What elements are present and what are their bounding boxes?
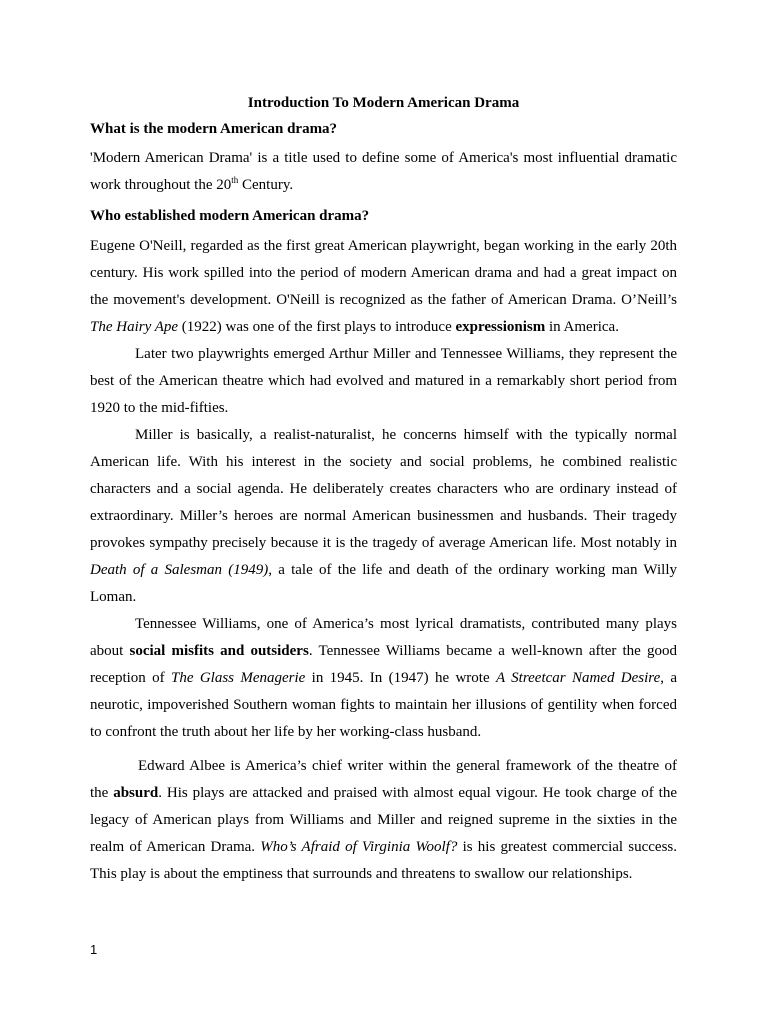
heading-what-is: What is the modern American drama? xyxy=(90,121,338,137)
document-body xyxy=(90,93,677,888)
williams-text-3: in 1945. In (1947) he wrote xyxy=(305,670,496,686)
play-title-streetcar: A Streetcar Named Desire xyxy=(495,670,661,686)
play-title-virginia-woolf: Who’s Afraid of Virginia Woolf? xyxy=(260,839,458,855)
williams-text: Tennessee Williams, one of America’s most lyrical dramatists, contributed many plays about xyxy=(90,616,677,659)
albee-text: Edward Albee is America’s chief writer within the general framework of the theatre of the xyxy=(90,758,677,801)
paragraph-albee xyxy=(90,753,677,888)
term-absurd: absurd xyxy=(113,785,159,801)
miller-text-2: , a tale of the life and death of the ordinary working man Willy Loman. xyxy=(90,562,677,605)
williams-text-2: . Tennessee Williams became a well-known after the good reception of xyxy=(90,643,677,686)
albee-text-3: is his greatest commercial success. This play is about the emptiness that surrounds and threatens to swallow our relationships. xyxy=(90,839,678,882)
play-title-glass-menagerie: The Glass Menagerie xyxy=(170,670,306,686)
play-title-salesman: Death of a Salesman (1949) xyxy=(90,562,269,578)
term-expressionism: expressionism xyxy=(455,319,546,335)
heading-who-established: Who established modern American drama? xyxy=(90,208,370,224)
oneill-text-3: in America. xyxy=(545,319,619,335)
paragraph-later: Later two playwrights emerged Arthur Miller and Tennessee Williams, they represent the best of the American theatre which had evolved and matured in a remarkably short period from 1920 to the mid-fifties. xyxy=(90,346,677,416)
document-title: Introduction To Modern American Drama xyxy=(247,95,520,111)
definition-text-end: Century. xyxy=(238,177,294,193)
oneill-text-2: (1922) was one of the first plays to introduce xyxy=(178,319,456,335)
paragraph-miller xyxy=(90,422,677,611)
ordinal-suffix: th xyxy=(231,175,239,185)
paragraph-definition xyxy=(90,145,677,199)
albee-text-2: . His plays are attacked and praised with almost equal vigour. He took charge of the legacy of American plays from Williams and Miller and reigned supreme in the sixties in the realm of American Drama. xyxy=(90,785,677,855)
paragraph-williams xyxy=(90,611,677,746)
oneill-text: Eugene O'Neill, regarded as the first great American playwright, began working in the early 20th century. His work spilled into the period of modern American drama and had a great impact on the movement's development. O'Neill is recognized as the father of American Drama. O’Neill’s xyxy=(90,238,677,308)
paragraph-oneill xyxy=(90,233,677,341)
term-social-misfits: social misfits and outsiders xyxy=(129,643,309,659)
play-title-hairy-ape: The Hairy Ape xyxy=(90,319,179,335)
williams-text-4: , a neurotic, impoverished Southern woman fights to maintain her illusions of gentility when forced to confront the truth about her life by her working-class husband. xyxy=(90,670,677,740)
miller-text: Miller is basically, a realist-naturalist, he concerns himself with the typically normal American life. With his interest in the society and social problems, he combined realistic characters and a social agenda. He deliberately creates characters who are ordinary instead of extraordinary. Miller’s heroes are normal American businessmen and husbands. Their tragedy provokes sympathy precisely because it is the tragedy of average American life. Most notably in xyxy=(90,427,677,551)
definition-text: 'Modern American Drama' is a title used to define some of America's most influential dramatic work throughout the 20 xyxy=(90,150,677,193)
page-number: 1 xyxy=(90,942,98,957)
